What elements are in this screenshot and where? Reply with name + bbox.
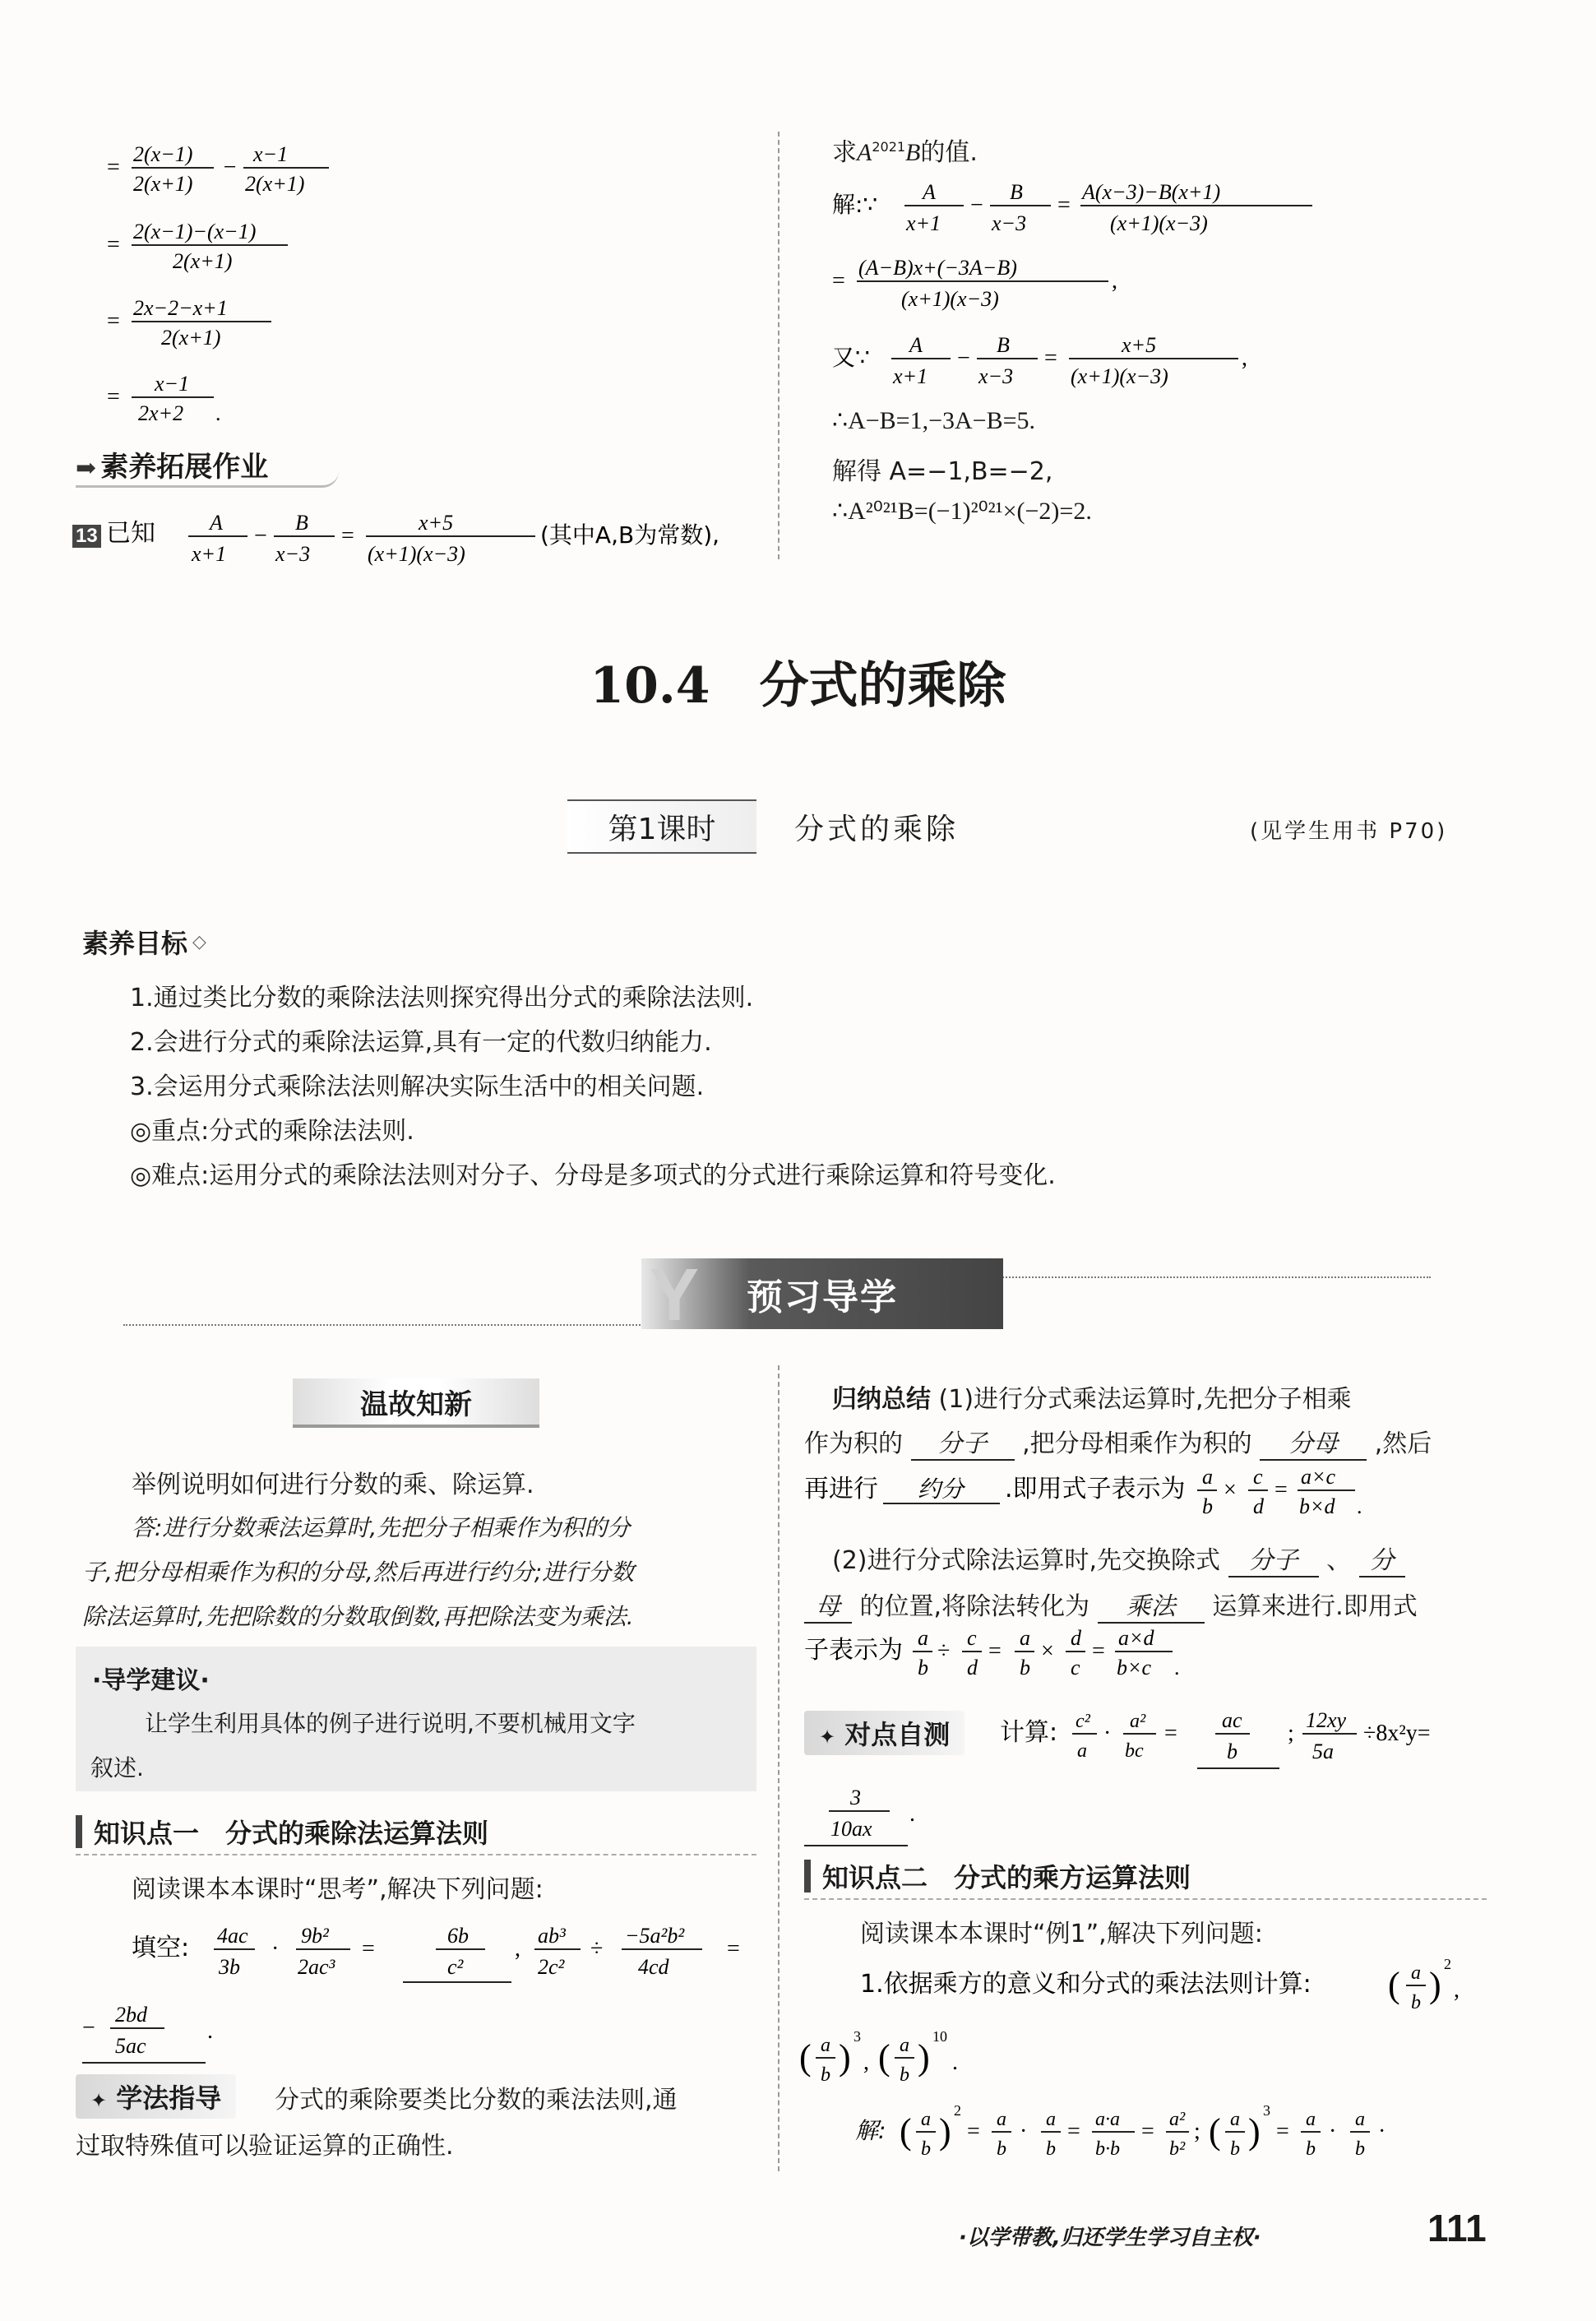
svg-text:d: d (1253, 1494, 1264, 1518)
star-icon: ✦ (90, 2089, 108, 2112)
svg-text:a: a (821, 2035, 830, 2056)
kp2-question-1 (860, 1951, 1493, 2028)
svg-text:a×d: a×d (1118, 1626, 1154, 1650)
svg-text:b: b (821, 2064, 830, 2086)
svg-text:a·a: a·a (1095, 2109, 1120, 2130)
review-heading: 温故知新 (360, 1388, 472, 1421)
svg-text:(x+1)(x−3): (x+1)(x−3) (1071, 364, 1168, 388)
svg-text:,: , (1112, 268, 1117, 294)
svg-text:b×c: b×c (1117, 1656, 1152, 1679)
method-text-2: 过取特殊值可以验证运算的正确性. (76, 2132, 454, 2161)
svg-text:A: A (923, 180, 936, 204)
svg-text:,: , (515, 1936, 520, 1962)
svg-text:·: · (1378, 2119, 1386, 2144)
solution-line-6: ∴A²⁰²¹B=(−1)²⁰²¹×(−2)=2. (832, 498, 1092, 525)
method-heading: 学法指导 (116, 2082, 222, 2114)
svg-text:(: ( (1209, 2111, 1221, 2152)
svg-text:a×c: a×c (1301, 1465, 1336, 1489)
goal-item-1: 1.通过类比分数的乘除法法则探究得出分式的乘除法法则. (130, 984, 754, 1012)
svg-text:b: b (1411, 1992, 1421, 2013)
goals-heading: 素养目标 (82, 928, 188, 959)
summary-line-4 (832, 1540, 1405, 1577)
svg-text:b: b (1046, 2138, 1056, 2160)
goal-key-point: ◎重点:分式的乘除法法则. (130, 1117, 414, 1146)
problem-13-text (106, 503, 780, 569)
svg-text:÷: ÷ (590, 1936, 604, 1962)
fraction-expression (107, 138, 378, 197)
literacy-homework-label: 素养拓展作业 (100, 451, 269, 484)
svg-text:4ac: 4ac (217, 1924, 248, 1948)
svg-text:x+1: x+1 (191, 542, 226, 566)
kp1-bar (76, 1815, 82, 1848)
selftest-expression (1000, 1698, 1493, 1791)
lesson-title: 分式的乘除 (794, 813, 960, 846)
footer-motto: ·以学带教,归还学生学习自主权· (959, 2226, 1261, 2250)
svg-text:ab³: ab³ (538, 1924, 566, 1948)
svg-text:4cd: 4cd (638, 1955, 669, 1979)
svg-text:): ) (839, 2037, 851, 2078)
svg-text:·: · (1020, 2119, 1028, 2144)
svg-text:c²: c² (1076, 1711, 1090, 1732)
svg-text:2(x+1): 2(x+1) (245, 172, 305, 196)
svg-text:a: a (1306, 2109, 1316, 2130)
method-text-1: 分式的乘除要类比分数的乘法法则,通 (275, 2086, 678, 2115)
svg-text:2(x+1): 2(x+1) (133, 172, 193, 196)
svg-text:6b: 6b (447, 1924, 469, 1948)
kp1-fill-row (132, 1908, 773, 2002)
svg-text:;: ; (1288, 1721, 1294, 1746)
svg-text:d: d (1071, 1626, 1081, 1650)
summary-text-2: 作为积的 (804, 1429, 903, 1458)
svg-text:=: = (1057, 192, 1071, 218)
svg-text:a²: a² (1169, 2109, 1186, 2130)
svg-text:−: − (957, 345, 970, 371)
kp1-answer-2 (82, 1990, 247, 2076)
svg-text:a: a (921, 2109, 931, 2130)
kp1-read: 阅读课本本课时“思考”,解决下列问题: (132, 1875, 544, 1904)
svg-text:2(x+1): 2(x+1) (173, 249, 233, 273)
svg-text:12xy: 12xy (1306, 1708, 1347, 1732)
svg-text:=: = (107, 384, 120, 410)
blank-fen: 分 (1359, 1540, 1405, 1577)
svg-text:x−1: x−1 (155, 372, 190, 396)
svg-text:=: = (967, 2119, 980, 2144)
svg-text:B: B (1010, 180, 1023, 204)
svg-text:x−3: x−3 (275, 542, 310, 566)
summary-text-1: (1)进行分式乘法运算时,先把分子相乘 (938, 1385, 1352, 1414)
svg-text:已知: 已知 (105, 519, 155, 548)
selftest-badge (804, 1711, 965, 1755)
svg-text:a: a (900, 2035, 909, 2056)
svg-text:c: c (1071, 1656, 1080, 1679)
svg-text:2x−2−x+1: 2x−2−x+1 (133, 296, 228, 320)
summary-text-8: 运算来进行.即用式 (1212, 1592, 1418, 1621)
solve-target-line: 求$A^{2021}B$的值. (832, 138, 978, 167)
svg-text:): ) (939, 2111, 951, 2152)
kp2-title-row (804, 1857, 1191, 1895)
svg-text:,: , (1242, 345, 1247, 371)
svg-text:(x+1)(x−3): (x+1)(x−3) (901, 287, 999, 311)
solution-line-5: 解得 A=−1,B=−2, (832, 457, 1053, 486)
svg-text:a: a (1202, 1465, 1213, 1489)
svg-text:填空:: 填空: (132, 1934, 190, 1962)
svg-text:=: = (1044, 345, 1057, 371)
svg-text:=: = (1276, 2119, 1289, 2144)
svg-text:.: . (215, 401, 221, 425)
review-answer-3: 除法运算时,先把除数的分数取倒数,再把除法变为乘法. (82, 1603, 634, 1630)
literacy-homework-tag (76, 444, 339, 488)
bottom-column-divider (778, 1365, 779, 2171)
blank-numerator: 分子 (911, 1423, 1015, 1461)
svg-text:b×d: b×d (1299, 1494, 1335, 1518)
summary-text-4: ,然后 (1374, 1429, 1432, 1458)
svg-text:(: ( (799, 2037, 812, 2078)
svg-text:=: = (1141, 2119, 1154, 2144)
svg-text:约分: 约分 (918, 1476, 965, 1503)
svg-text:又∵: 又∵ (832, 344, 870, 371)
svg-text:b: b (921, 2138, 931, 2160)
svg-text:(x+1)(x−3): (x+1)(x−3) (1110, 211, 1208, 235)
svg-text:−5a²b²: −5a²b² (625, 1924, 685, 1948)
svg-text:×: × (1224, 1477, 1237, 1503)
svg-text:3: 3 (850, 1786, 861, 1809)
svg-text:3b: 3b (219, 1955, 240, 1979)
kp2-title: 知识点二 分式的乘方运算法则 (822, 1862, 1191, 1893)
banner-y-letter: Y (650, 1254, 700, 1337)
goal-difficult-point: ◎难点:运用分式的乘除法法则对分子、分母是多项式的分式进行乘除运算和符号变化. (130, 1161, 1056, 1190)
top-left-step-3 (107, 292, 378, 354)
kp2-solution (855, 2097, 1505, 2175)
svg-text:b: b (1227, 1740, 1237, 1763)
svg-text:.: . (952, 2050, 958, 2075)
svg-text:a: a (1230, 2109, 1240, 2130)
svg-text:b: b (997, 2138, 1006, 2160)
svg-text:x+5: x+5 (1122, 333, 1157, 357)
svg-text:): ) (1248, 2111, 1261, 2152)
svg-text:9b²: 9b² (301, 1924, 329, 1948)
svg-text:2(x−1)−(x−1): 2(x−1)−(x−1) (133, 220, 257, 243)
summary-label: 归纳总结 (832, 1385, 931, 1414)
svg-text:=: = (1092, 1638, 1105, 1664)
svg-text:b·b: b·b (1095, 2138, 1120, 2160)
svg-text:2: 2 (954, 2102, 961, 2119)
summary-text-3: ,把分母相乘作为积的 (1022, 1429, 1252, 1458)
problem-13 (72, 503, 780, 569)
svg-text:子表示为: 子表示为 (804, 1636, 903, 1665)
svg-text:a: a (1046, 2109, 1056, 2130)
svg-text:c²: c² (447, 1955, 464, 1979)
svg-text:bc: bc (1125, 1740, 1144, 1762)
svg-text:b: b (900, 2064, 909, 2086)
solution-line-4: ∴A−B=1,−3A−B=5. (832, 407, 1036, 434)
svg-text:10ax: 10ax (830, 1817, 872, 1841)
svg-text:=: = (988, 1638, 1002, 1664)
svg-text:B: B (294, 511, 308, 535)
svg-text:=: = (340, 523, 354, 549)
svg-text:再进行: 再进行 (804, 1475, 878, 1503)
svg-text:解:: 解: (855, 2117, 886, 2144)
kp1-underline (76, 1854, 756, 1855)
svg-text:3: 3 (1263, 2102, 1270, 2119)
svg-text:a: a (997, 2109, 1006, 2130)
review-question: 举例说明如何进行分数的乘、除运算. (132, 1471, 534, 1499)
svg-text:B: B (997, 333, 1010, 357)
svg-text:a: a (918, 1626, 928, 1650)
svg-text:x−3: x−3 (978, 364, 1014, 388)
lesson-label-box (567, 799, 756, 854)
guide-heading: ·导学建议· (92, 1666, 210, 1695)
svg-text:2x+2: 2x+2 (138, 401, 184, 425)
svg-text:2c²: 2c² (538, 1955, 565, 1979)
svg-text:.即用式子表示为: .即用式子表示为 (1005, 1475, 1186, 1503)
svg-text:x−1: x−1 (253, 142, 289, 166)
svg-text:x+5: x+5 (418, 511, 453, 535)
kp2-question-1b (799, 2023, 1013, 2101)
blank-numerator-2: 分子 (1228, 1540, 1319, 1577)
page-number: 111 (1427, 2207, 1487, 2249)
svg-text:5ac: 5ac (115, 2034, 146, 2058)
svg-text:·: · (271, 1936, 280, 1962)
svg-text:c: c (1253, 1465, 1263, 1489)
svg-text:a: a (1020, 1626, 1030, 1650)
svg-text:(: ( (900, 2111, 912, 2152)
review-answer-1: 答:进行分数乘法运算时,先把分子相乘作为积的分 (132, 1514, 631, 1541)
banner-right-rule (987, 1276, 1431, 1278)
svg-text:x+1: x+1 (906, 211, 941, 235)
svg-text:b²: b² (1169, 2138, 1186, 2160)
svg-text:.: . (909, 1801, 915, 1827)
svg-text:.: . (207, 2018, 213, 2044)
svg-text:3: 3 (854, 2028, 861, 2045)
svg-text:A: A (909, 333, 923, 357)
svg-text:−: − (253, 523, 267, 549)
review-answer-2: 子,把分母相乘作为积的分母,然后再进行约分;进行分数 (82, 1559, 635, 1586)
svg-text:·: · (1329, 2119, 1337, 2144)
svg-text:A(x−3)−B(x+1): A(x−3)−B(x+1) (1082, 180, 1221, 204)
svg-text:d: d (967, 1656, 978, 1679)
kp2-underline (804, 1898, 1487, 1900)
preview-banner-title: 预习导学 (747, 1276, 898, 1318)
svg-text:ac: ac (1222, 1708, 1242, 1732)
goals-heading-row (82, 923, 206, 961)
solution-line-2 (832, 250, 1506, 319)
svg-text:b: b (918, 1656, 928, 1679)
svg-text:x−3: x−3 (992, 211, 1027, 235)
top-column-divider (778, 132, 779, 559)
blank-multiply: 乘法 (1098, 1586, 1205, 1624)
svg-text:÷8x²y=: ÷8x²y= (1363, 1721, 1431, 1746)
svg-text:x+1: x+1 (893, 364, 928, 388)
diamond-arrow-icon: ◇ (192, 931, 206, 952)
selftest-heading: 对点自测 (844, 1719, 951, 1750)
svg-text:b: b (1230, 2138, 1240, 2160)
svg-text:.: . (1357, 1494, 1362, 1518)
top-left-step-2 (107, 215, 378, 278)
svg-text:·: · (1103, 1721, 1112, 1746)
banner-left-rule (123, 1324, 650, 1326)
svg-text:=: = (727, 1936, 740, 1962)
svg-text:=: = (107, 232, 120, 257)
kp1-title-row (76, 1813, 488, 1851)
svg-text:): ) (918, 2037, 930, 2078)
selftest-answer-2 (804, 1773, 952, 1859)
problem-number-badge: 13 (72, 525, 101, 548)
svg-text:): ) (1429, 1965, 1441, 2005)
svg-text:−: − (970, 192, 983, 218)
summary-line-1 (832, 1378, 1352, 1415)
lesson-reference: (见学生用书 P70) (1250, 819, 1448, 844)
svg-text:(其中A,B为常数),: (其中A,B为常数), (539, 521, 719, 549)
summary-line-6 (804, 1617, 1478, 1694)
svg-text:b: b (1306, 2138, 1316, 2160)
svg-text:×: × (1041, 1638, 1054, 1664)
review-heading-block (293, 1378, 539, 1428)
svg-text:b: b (1355, 2138, 1365, 2160)
svg-text:c: c (967, 1626, 977, 1650)
svg-text:−: − (222, 155, 238, 180)
preview-banner (641, 1254, 1003, 1337)
summary-line-3 (804, 1456, 1478, 1533)
svg-text:(A−B)x+(−3A−B): (A−B)x+(−3A−B) (858, 256, 1017, 280)
svg-text:a²: a² (1130, 1711, 1146, 1732)
arrow-icon: ➡ (76, 454, 97, 483)
svg-text:,: , (863, 2050, 869, 2075)
blank-denominator: 分母 (1260, 1423, 1367, 1461)
svg-text:a: a (1355, 2109, 1365, 2130)
svg-text:10: 10 (932, 2028, 947, 2045)
svg-text:=: = (1274, 1477, 1288, 1503)
svg-text:2(x+1): 2(x+1) (161, 326, 221, 350)
svg-text:2ac³: 2ac³ (298, 1955, 335, 1979)
svg-text:−: − (82, 2015, 95, 2041)
svg-text:(x+1)(x−3): (x+1)(x−3) (367, 542, 465, 566)
svg-text:2: 2 (1444, 1956, 1451, 1972)
kp2-bar (804, 1860, 811, 1892)
lesson-label: 第1课时 (608, 812, 716, 846)
svg-text:;: ; (1194, 2119, 1200, 2144)
svg-text:=: = (362, 1936, 375, 1962)
svg-text:b: b (1020, 1656, 1030, 1679)
chapter-title: 10.4 分式的乘除 (590, 657, 1006, 715)
top-left-step-1 (107, 138, 378, 204)
svg-text:.: . (1174, 1656, 1180, 1679)
kp2-read: 阅读课本本课时“例1”,解决下列问题: (860, 1920, 1263, 1948)
svg-text:=: = (1067, 2119, 1080, 2144)
svg-text:a: a (1411, 1962, 1421, 1984)
svg-text:=: = (1164, 1721, 1177, 1746)
svg-text:b: b (1202, 1494, 1213, 1518)
svg-text:解:∵: 解:∵ (832, 191, 878, 218)
svg-text:(: ( (1388, 1965, 1400, 2005)
svg-text:=: = (107, 308, 120, 334)
solution-line-3 (832, 327, 1506, 396)
svg-text:,: , (1454, 1977, 1460, 2003)
summary-text-5: (2)进行分式除法运算时,先交换除式 (832, 1546, 1221, 1575)
kp1-title: 知识点一 分式的乘除法运算法则 (94, 1818, 489, 1849)
svg-text:2bd: 2bd (115, 2003, 147, 2027)
guide-text-2: 叙述. (90, 1754, 144, 1781)
svg-text:a: a (1077, 1740, 1087, 1762)
svg-text:(: ( (878, 2037, 891, 2078)
solution-line-1 (832, 174, 1506, 243)
goal-item-3: 3.会运用分式乘除法法则解决实际生活中的相关问题. (130, 1072, 705, 1101)
svg-text:A: A (209, 511, 223, 535)
svg-text:计算:: 计算: (1000, 1718, 1058, 1747)
top-left-step-4 (107, 368, 378, 430)
svg-text:1.依据乘方的意义和分式的乘法法则计算:: 1.依据乘方的意义和分式的乘法法则计算: (860, 1970, 1311, 1999)
star-icon-2: ✦ (819, 1726, 836, 1749)
svg-text:5a: 5a (1312, 1740, 1334, 1763)
summary-text-7: 的位置,将除法转化为 (859, 1592, 1090, 1621)
svg-text:=: = (107, 155, 120, 180)
svg-text:2(x−1): 2(x−1) (133, 142, 193, 166)
svg-text:=: = (832, 268, 845, 294)
blank-mu: 母 (804, 1586, 852, 1624)
method-badge (76, 2074, 236, 2119)
goal-item-2: 2.会进行分式的乘除法运算,具有一定的代数归纳能力. (130, 1028, 712, 1057)
svg-text:÷: ÷ (937, 1638, 951, 1664)
guide-text-1: 让学生利用具体的例子进行说明,不要机械用文字 (145, 1710, 636, 1737)
summary-text-6: 、 (1326, 1546, 1352, 1575)
